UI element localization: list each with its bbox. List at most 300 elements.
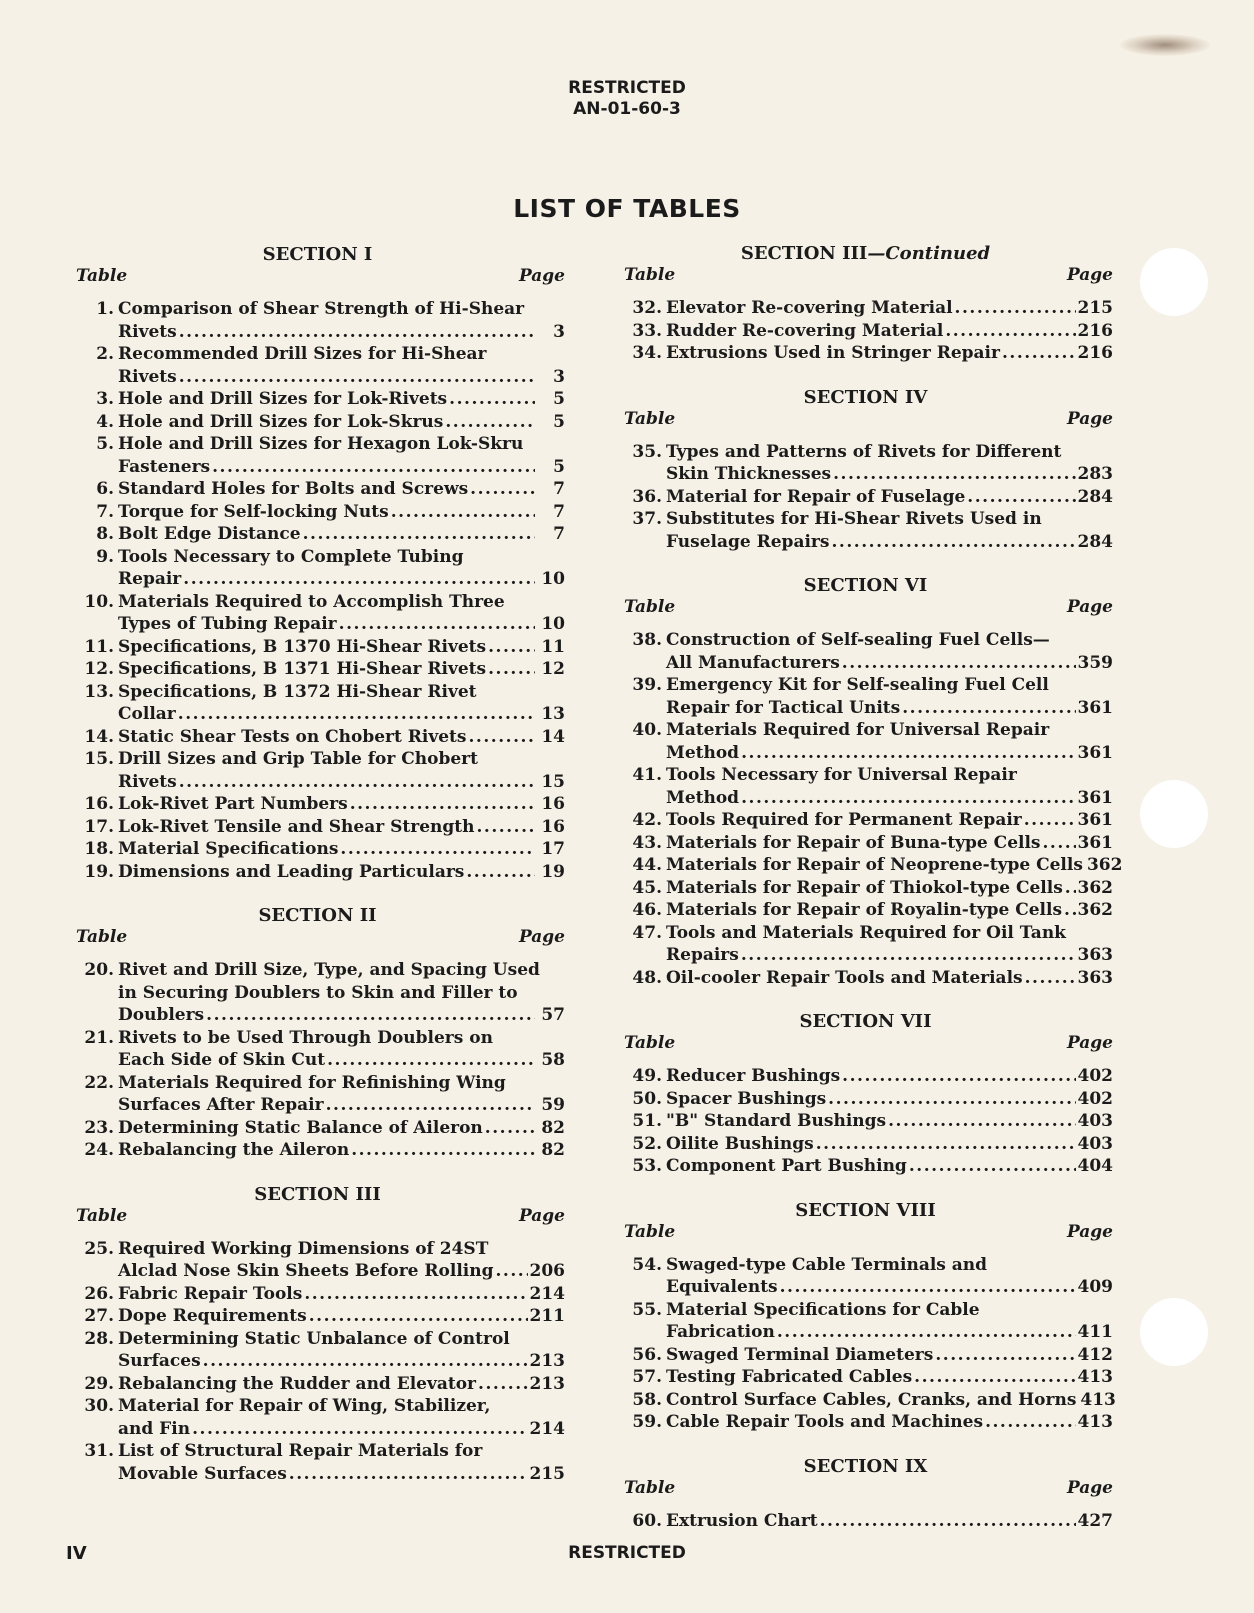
entry-title-text: Component Part Bushing [666,1156,907,1176]
entry-line [666,899,1113,922]
entry-title-text: Hole and Drill Sizes for Hexagon Lok-Skru [118,434,524,454]
entry-title-text: Each Side of Skin Cut [118,1050,326,1070]
entry-title-text: Materials for Repair of Neoprene-type Cells [666,855,1083,875]
entry-number: 4. [96,411,114,432]
entry-title-text: Materials Required to Accomplish Three [118,591,505,612]
entry-title-text: Dimensions and Leading Particulars [118,861,465,882]
section-title: SECTION III [740,243,868,264]
table-entry [618,320,1113,343]
binder-hole-top [1140,248,1208,316]
entry-number: 33. [632,320,662,341]
table-entry [618,877,1113,900]
entry-number: 16. [84,794,114,814]
entry-line [118,1283,565,1306]
entry-page-number: 59 [541,1095,565,1115]
dot-leader [741,944,1076,967]
entry-line [666,787,1113,810]
entry-number: 39. [632,675,662,695]
entry-title-text: Cable Repair Tools and Machines [666,1412,984,1432]
section-title: SECTION VIII [795,1199,936,1221]
entry-number: 20. [84,960,114,980]
entry-title-text: Specifications, B 1371 Hi-Shear Rivets [118,659,487,679]
entry-line [118,771,565,794]
page-column-label: Page [518,266,565,286]
table-entry [618,832,1113,855]
entry-line [666,463,1113,486]
table-entry [70,681,565,726]
entry-line [118,1440,565,1463]
entry-number: 36. [632,486,662,507]
entry-title-text: Extrusions Used in Stringer Repair [666,343,1000,363]
entry-line [666,441,1113,464]
table-entry [618,764,1113,809]
entry-line [118,613,565,636]
entry-line [666,629,1113,652]
entry-line [666,944,1113,967]
entry-line [118,343,565,366]
entry-page-number: 3 [553,366,565,387]
entry-title-text: Materials Required for Refinishing Wing [118,1072,506,1093]
entry-number: 23. [84,1117,114,1138]
dot-leader [967,486,1075,509]
section-continued-label: —Continued [867,243,991,264]
entry-title-text: Reducer Bushings [666,1066,841,1086]
entry-title-text: Rivets [118,771,177,792]
entry-title-text: Tools and Materials Required for Oil Tank [666,922,1066,943]
entry-line [666,854,1123,877]
table-entry [70,793,565,816]
entry-page-number: 359 [1077,652,1113,673]
table-column-label: Table [624,408,676,429]
entry-line [666,809,1113,832]
entry-line [118,636,565,659]
dot-leader [1043,832,1076,855]
entry-title-text: Swaged-type Cable Terminals and [666,1254,988,1275]
entry-line [666,1065,1113,1088]
entry-title-text: Emergency Kit for Self-sealing Fuel Cell [666,675,1049,695]
dot-leader [488,636,535,659]
dot-leader [476,816,535,839]
entry-number: 8. [96,524,114,544]
entry-title-text: Hole and Drill Sizes for Lok-Rivets [118,389,448,409]
entry-title-text: Static Shear Tests on Chobert Rivets [118,726,467,747]
entry-line [666,719,1113,742]
entry-number: 30. [84,1396,114,1416]
entry-page-number: 5 [553,389,565,409]
dot-leader [340,838,535,861]
entry-title-text: Oil-cooler Repair Tools and Materials [666,967,1023,988]
entry-page-number: 411 [1077,1322,1113,1342]
entry-number: 50. [632,1088,662,1109]
entry-page-number: 215 [529,1463,565,1484]
section-heading [618,1011,1113,1033]
entry-line [666,1321,1113,1344]
entry-line [666,697,1113,720]
table-entry [618,899,1113,922]
table-column-label: Table [76,1205,128,1226]
entry-page-number: 7 [553,501,565,522]
entry-page-number: 5 [553,456,565,477]
entry-line [118,658,565,681]
entry-number: 11. [84,636,114,657]
entry-line [118,1373,565,1396]
dot-leader [945,320,1075,343]
entry-title-text: Fuselage Repairs [666,531,830,552]
dot-leader [203,1350,528,1373]
entry-line [666,1411,1113,1434]
table-entry [618,1344,1113,1367]
entry-page-number: 363 [1077,945,1113,965]
dot-leader [327,1049,535,1072]
entry-number: 55. [632,1299,662,1320]
entry-number: 24. [84,1140,114,1160]
entry-page-number: 216 [1077,320,1113,341]
entry-number: 18. [84,839,114,859]
table-entry [70,861,565,884]
page-column-label: Page [1066,265,1113,285]
entry-title-text: Surfaces [118,1351,201,1371]
table-column-label: Table [624,597,676,617]
section-title: SECTION III [254,1183,381,1205]
dot-leader [888,1110,1075,1133]
entry-number: 41. [632,765,662,785]
entry-title-text: Construction of Self-sealing Fuel Cells— [666,630,1050,650]
table-entry [618,508,1113,553]
entry-page-number: 7 [553,479,565,499]
entry-title-text: Skin Thicknesses [666,464,832,484]
entry-page-number: 16 [541,794,565,814]
dot-leader [304,1283,527,1306]
entry-title-text: Materials for Repair of Buna-type Cells [666,832,1041,853]
entry-line [666,1299,1113,1322]
entry-line [118,523,565,546]
dot-leader [842,652,1076,675]
table-entry [70,1373,565,1396]
binder-hole-middle [1140,780,1208,848]
entry-page-number: 363 [1077,967,1113,988]
entry-title-text: Alclad Nose Skin Sheets Before Rolling [118,1261,494,1281]
entry-line [666,508,1113,531]
page-column-label: Page [518,927,565,947]
entry-page-number: 82 [541,1117,565,1138]
section-title: SECTION IX [803,1455,928,1477]
table-entry [70,433,565,478]
table-entry [618,1065,1113,1088]
entry-title-text: Tools Necessary for Universal Repair [666,765,1017,785]
entry-title-text: Materials for Repair of Thiokol-type Cells [666,877,1063,898]
table-section [618,1199,1116,1434]
entry-title-text: Collar [118,704,176,724]
entry-number: 45. [632,877,662,898]
entry-title-text: Rivets [118,366,177,387]
entry-page-number: 362 [1077,877,1113,898]
entry-number: 7. [96,501,114,522]
entry-number: 52. [632,1133,662,1154]
table-entry [70,1027,565,1072]
table-entry [618,1254,1113,1299]
table-entry [70,411,565,434]
entry-page-number: 5 [553,411,565,432]
entry-line [118,1350,565,1373]
entry-number: 13. [84,681,114,702]
section-title: SECTION I [262,244,373,265]
entry-title-text: "B" Standard Bushings [666,1111,887,1131]
entry-title-text: Material Specifications [118,839,339,859]
entry-page-number: 19 [541,861,565,882]
table-entry [618,1088,1113,1111]
entry-line [666,1088,1113,1111]
section-heading [618,1456,1113,1478]
entry-title-text: Lok-Rivet Part Numbers [118,794,348,814]
entry-line [118,703,565,726]
entry-number: 59. [632,1412,662,1432]
entry-page-number: 403 [1077,1133,1113,1154]
dot-leader [466,861,535,884]
entry-number: 19. [84,861,114,882]
table-entry [70,1072,565,1117]
entry-line [118,1463,565,1486]
column-header-row [618,1222,1113,1242]
table-entry [70,591,565,636]
entry-page-number: 403 [1077,1111,1113,1131]
dot-leader [488,658,535,681]
table-entry [618,1366,1113,1389]
entry-title-text: Rivets to be Used Through Doublers on [118,1027,493,1048]
section-heading [618,1200,1113,1222]
dot-leader [909,1155,1076,1178]
table-column-label: Table [624,265,676,285]
table-entry [70,501,565,524]
entry-line [666,1389,1116,1412]
table-entry [618,441,1113,486]
entry-title-text: Fabric Repair Tools [118,1283,303,1304]
entry-page-number: 283 [1077,464,1113,484]
entry-page-number: 404 [1077,1156,1113,1176]
entry-number: 12. [84,659,114,679]
entry-page-number: 361 [1077,742,1113,763]
dot-leader [741,787,1075,810]
entry-title-text: Swaged Terminal Diameters [666,1344,934,1365]
entry-page-number: 213 [529,1373,565,1394]
entry-number: 47. [632,922,662,943]
page-column-label: Page [1066,1033,1113,1053]
dot-leader [1065,877,1076,900]
table-entry [70,636,565,659]
entry-title-text: Rebalancing the Aileron [118,1140,350,1160]
page-header [0,78,1254,120]
table-entry [70,523,565,546]
entry-number: 56. [632,1344,662,1365]
entry-number: 54. [632,1254,662,1275]
page-column-label: Page [1066,408,1113,429]
column-header-row [618,597,1113,617]
entry-line [666,877,1113,900]
entry-line [666,742,1113,765]
entry-number: 42. [632,810,662,830]
dot-leader [303,523,535,546]
table-entry [618,809,1113,832]
entry-title-text: Rebalancing the Rudder and Elevator [118,1373,477,1394]
entry-line [118,411,565,434]
entry-page-number: 10 [541,569,565,589]
entry-title-text: Comparison of Shear Strength of Hi-Shear [118,299,525,319]
entry-page-number: 361 [1077,787,1113,808]
entry-line [118,388,565,411]
dot-leader [485,1117,535,1140]
entry-line [118,982,565,1005]
entry-page-number: 284 [1077,531,1113,552]
entry-line [118,1238,565,1261]
entry-line [666,297,1113,320]
entry-page-number: 427 [1077,1510,1113,1531]
entry-number: 51. [632,1111,662,1131]
dot-leader [206,1004,535,1027]
entry-title-text: Types of Tubing Repair [118,614,337,634]
dot-leader [309,1305,528,1328]
dot-leader [831,531,1075,554]
entry-line [118,456,565,479]
entry-page-number: 409 [1077,1277,1113,1297]
entry-line [118,433,565,456]
column-header-row [70,1206,565,1226]
table-entry [618,1389,1116,1412]
table-entry [618,297,1113,320]
table-entry [618,674,1113,719]
table-section [618,575,1123,989]
table-entry [618,1299,1113,1344]
entry-line [118,793,565,816]
table-entry [70,1395,565,1440]
entry-line [666,832,1113,855]
entry-line [118,1395,565,1418]
entry-page-number: 10 [541,614,565,634]
entry-line [118,1004,565,1027]
table-entry [70,726,565,749]
entry-line [666,652,1113,675]
page-column-label: Page [1066,597,1113,617]
entry-title-text: Extrusion Chart [666,1510,818,1531]
entry-page-number: 402 [1077,1088,1113,1109]
section-title: SECTION VII [799,1011,932,1032]
page-number: IV [66,1543,87,1564]
entry-title-text: All Manufacturers [666,652,840,673]
entry-title-text: Movable Surfaces [118,1463,287,1484]
left-column [70,244,565,1507]
entry-page-number: 14 [541,726,565,747]
entry-page-number: 58 [541,1050,565,1070]
table-column-label: Table [624,1221,676,1242]
entry-title-text: Hole and Drill Sizes for Lok-Skrus [118,411,444,432]
entry-title-text: Bolt Edge Distance [118,524,301,544]
entry-line [118,568,565,591]
right-column [618,243,1123,1554]
entry-line [666,1344,1113,1367]
entry-line [666,764,1113,787]
entry-page-number: 361 [1077,697,1113,718]
entry-page-number: 361 [1077,810,1113,830]
table-section [618,387,1113,554]
entry-title-text: Oilite Bushings [666,1133,814,1154]
restricted-label: RESTRICTED [568,78,686,98]
dot-leader [192,1418,527,1441]
entry-title-text: Specifications, B 1372 Hi-Shear Rivet [118,681,477,702]
table-entry [70,478,565,501]
column-header-row [618,1033,1113,1053]
entry-title-text: Rivets [118,321,177,342]
entry-line [118,1139,565,1162]
table-section [70,244,565,883]
entry-page-number: 361 [1077,832,1113,853]
entry-title-text: Materials Required for Universal Repair [666,720,1050,740]
entry-title-text: Drill Sizes and Grip Table for Chobert [118,749,478,769]
entry-number: 2. [96,344,114,364]
entry-number: 38. [632,630,662,650]
table-section [70,1184,565,1486]
table-entry [70,748,565,793]
entry-number: 60. [632,1510,662,1531]
table-column-label: Table [624,1033,676,1053]
entry-number: 53. [632,1156,662,1176]
dot-leader [350,793,535,816]
entry-title-text: Method [666,742,740,763]
dot-leader [1025,967,1076,990]
dot-leader [179,366,535,389]
table-entry [618,719,1113,764]
dot-leader [985,1411,1075,1434]
dot-leader [1064,899,1075,922]
entry-number: 6. [96,479,114,499]
entry-line [666,1110,1113,1133]
dot-leader [289,1463,528,1486]
column-header-row [70,927,565,947]
entry-page-number: 413 [1077,1412,1113,1432]
entry-line [118,546,565,569]
table-entry [70,1440,565,1485]
entry-title-text: Doublers [118,1005,205,1025]
table-entry [618,486,1113,509]
entry-line [118,1072,565,1095]
entry-line [118,366,565,389]
entry-number: 10. [84,591,114,612]
table-entry [618,1155,1113,1178]
entry-line [118,501,565,524]
entry-number: 49. [632,1066,662,1086]
table-entry [70,838,565,861]
dot-leader [339,613,535,636]
dot-leader [351,1139,535,1162]
entry-title-text: Dope Requirements [118,1306,307,1326]
table-section [618,243,1113,365]
entry-title-text: Control Surface Cables, Cranks, and Horns [666,1389,1077,1410]
entry-number: 17. [84,816,114,837]
entry-number: 34. [632,343,662,363]
table-entry [618,342,1113,365]
table-entry [70,658,565,681]
dot-leader [212,456,535,479]
entry-title-text: Method [666,787,740,808]
entry-title-text: Rivet and Drill Size, Type, and Spacing Used [118,960,540,980]
dot-leader [833,463,1075,486]
dot-leader [816,1133,1076,1156]
dot-leader [495,1260,527,1283]
entry-line [118,1418,565,1441]
entry-line [118,298,565,321]
entry-number: 22. [84,1072,114,1093]
entry-line [118,959,565,982]
entry-page-number: 213 [529,1351,565,1371]
section-heading [618,387,1113,409]
entry-title-text: Spacer Bushings [666,1088,827,1109]
